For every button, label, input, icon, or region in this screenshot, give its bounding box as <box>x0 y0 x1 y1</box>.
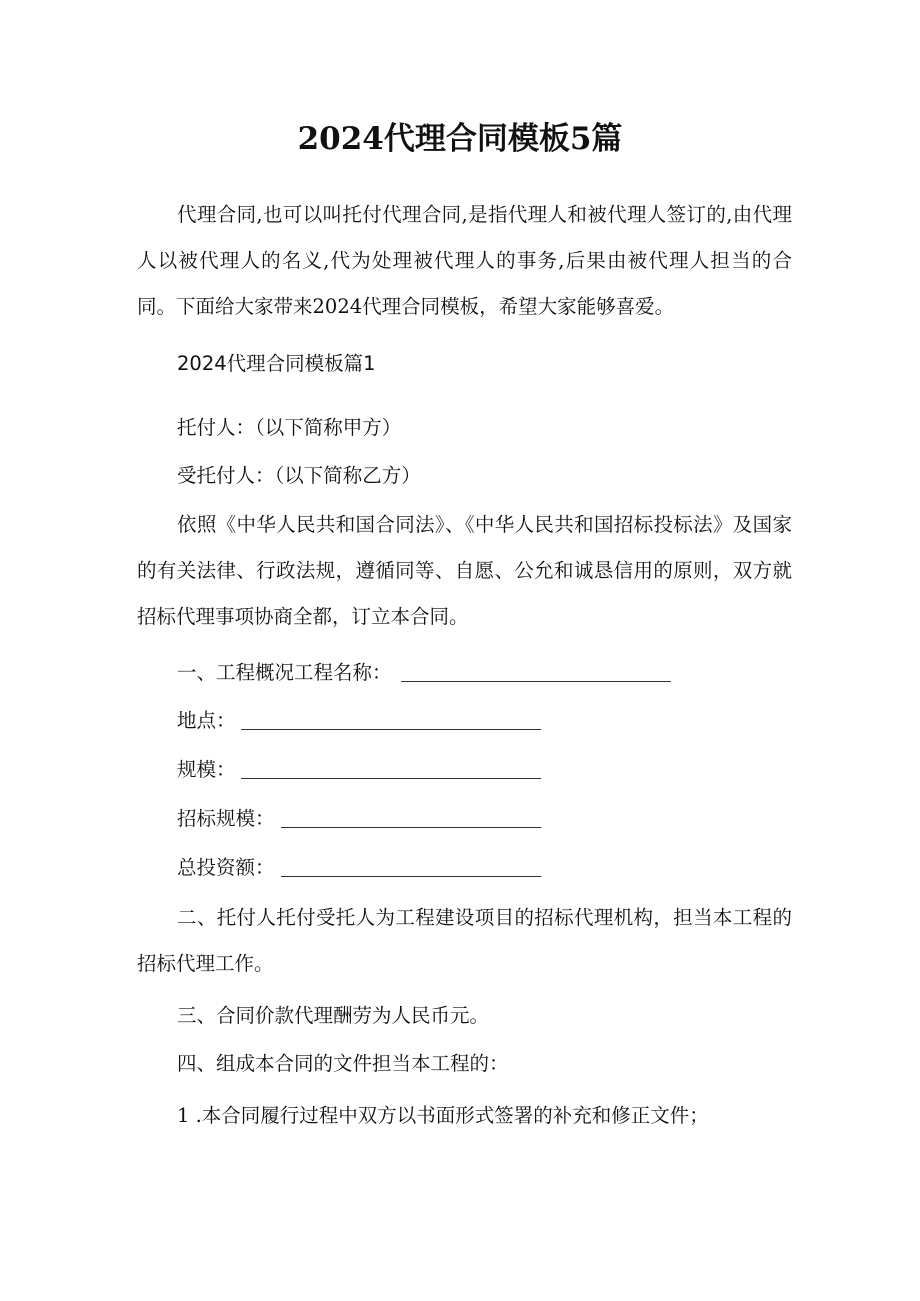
scale-label: 规模： <box>177 758 236 781</box>
item-one: 1 .本合同履行过程中双方以书面形式签署的补充和修正文件； <box>177 1104 709 1127</box>
clause-four: 四、组成本合同的文件担当本工程的： <box>177 1052 509 1075</box>
clause-three: 三、合同价款代理酬劳为人民币元。 <box>177 1004 490 1027</box>
client-line: 托付人：（以下简称甲方） <box>177 416 402 439</box>
section-heading: 2024代理合同模板篇1 <box>177 352 376 375</box>
bid-scale-blank <box>281 827 541 828</box>
bid-scale-label: 招标规模： <box>177 807 275 830</box>
location-label: 地点： <box>177 709 236 732</box>
intro-paragraph: 代理合同,也可以叫托付代理合同,是指代理人和被代理人签订的,由代理人以被代理人的名义,代为处理被代理人的事务,后果由被代理人担当的合同。下面给大家带来2024代理合同模板，希望大家能够喜爱。 <box>137 203 792 318</box>
project-name-label: 一、工程概况工程名称： <box>177 661 392 684</box>
project-name-blank <box>401 681 671 682</box>
total-investment-label: 总投资额： <box>177 856 275 879</box>
location-blank <box>241 729 541 730</box>
scale-blank <box>241 778 541 779</box>
agent-line: 受托付人：（以下简称乙方） <box>177 464 421 487</box>
document-title: 2024代理合同模板5篇 <box>297 121 623 157</box>
clause-two: 二、托付人托付受托人为工程建设项目的招标代理机构，担当本工程的招标代理工作。 <box>137 906 792 975</box>
basis-paragraph: 依照《中华人民共和国合同法》、《中华人民共和国招标投标法》及国家的有关法律、行政法规，遵循同等、自愿、公允和诚恳信用的原则，双方就招标代理事项协商全都，订立本合同。 <box>137 513 792 628</box>
total-investment-blank <box>281 876 541 877</box>
